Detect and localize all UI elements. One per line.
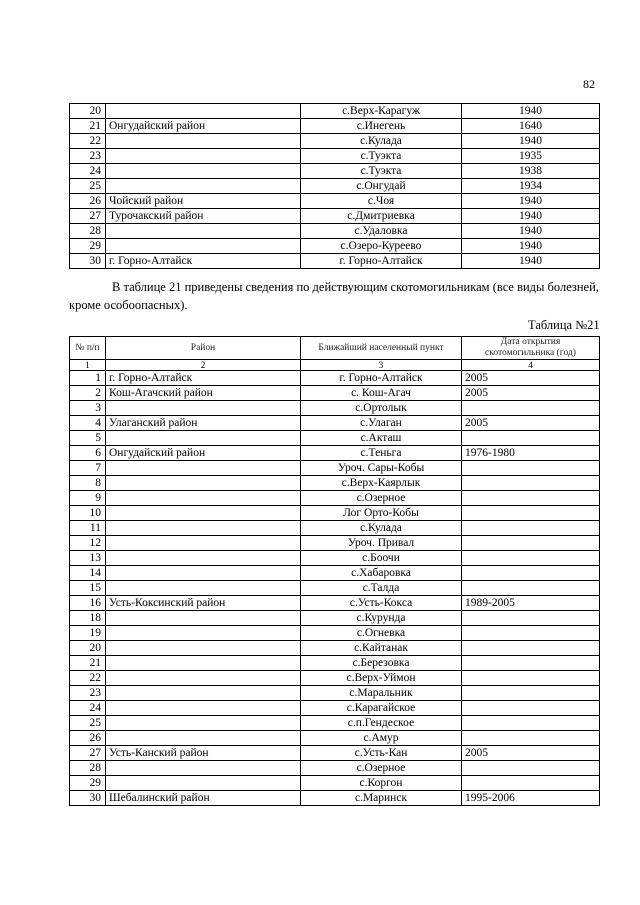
row-number: 26 — [70, 731, 106, 746]
district-cell: г. Горно-Алтайск — [106, 371, 301, 386]
year-cell — [462, 611, 600, 626]
table-row — [70, 416, 600, 431]
district-cell — [106, 641, 301, 656]
row-number: 30 — [70, 254, 106, 269]
year-cell — [462, 686, 600, 701]
year-cell: 1935 — [462, 149, 600, 164]
page-number: 82 — [583, 77, 595, 91]
district-cell — [106, 431, 301, 446]
row-number: 6 — [70, 446, 106, 461]
header-open-date: Дата открытия скотомогильника (год) — [462, 337, 600, 360]
district-cell: Кош-Агачский район — [106, 386, 301, 401]
row-number: 21 — [70, 656, 106, 671]
year-cell — [462, 656, 600, 671]
district-cell — [106, 461, 301, 476]
district-cell — [106, 626, 301, 641]
index-cell: 4 — [462, 360, 600, 371]
settlement-cell: с.Туэкта — [301, 164, 462, 179]
row-number: 19 — [70, 626, 106, 641]
table-row — [70, 491, 600, 506]
year-cell — [462, 431, 600, 446]
table1-body — [70, 104, 600, 269]
settlement-cell: с.Дмитриевка — [301, 209, 462, 224]
district-cell — [106, 671, 301, 686]
district-cell: Онгудайский район — [106, 119, 301, 134]
year-cell: 1989-2005 — [462, 596, 600, 611]
settlement-cell: с.Теньга — [301, 446, 462, 461]
row-number: 20 — [70, 104, 106, 119]
row-number: 15 — [70, 581, 106, 596]
table-row — [70, 371, 600, 386]
settlement-cell: с.Озерное — [301, 491, 462, 506]
district-cell — [106, 656, 301, 671]
table2-header-row — [70, 337, 600, 360]
table-row — [70, 119, 600, 134]
table-row — [70, 686, 600, 701]
row-number: 28 — [70, 224, 106, 239]
table-old-burial-grounds — [69, 103, 600, 269]
row-number: 11 — [70, 521, 106, 536]
district-cell — [106, 506, 301, 521]
row-number: 5 — [70, 431, 106, 446]
year-cell: 1940 — [462, 134, 600, 149]
row-number: 24 — [70, 701, 106, 716]
district-cell — [106, 731, 301, 746]
settlement-cell: с.Верх-Карагуж — [301, 104, 462, 119]
district-cell — [106, 134, 301, 149]
year-cell: 1940 — [462, 239, 600, 254]
row-number: 22 — [70, 671, 106, 686]
settlement-cell: с.Кайтанак — [301, 641, 462, 656]
table-row — [70, 179, 600, 194]
row-number: 10 — [70, 506, 106, 521]
district-cell — [106, 104, 301, 119]
row-number: 9 — [70, 491, 106, 506]
table2-index-row — [70, 360, 600, 371]
year-cell: 1995-2006 — [462, 791, 600, 806]
district-cell — [106, 179, 301, 194]
table-row — [70, 536, 600, 551]
table-row — [70, 476, 600, 491]
district-cell: Шебалинский район — [106, 791, 301, 806]
year-cell — [462, 401, 600, 416]
settlement-cell: с.Карагайское — [301, 701, 462, 716]
row-number: 27 — [70, 746, 106, 761]
year-cell — [462, 626, 600, 641]
table-caption: Таблица №21 — [528, 318, 600, 332]
row-number: 30 — [70, 791, 106, 806]
table-row — [70, 254, 600, 269]
table-row — [70, 776, 600, 791]
table-row — [70, 791, 600, 806]
table-row — [70, 716, 600, 731]
row-number: 25 — [70, 179, 106, 194]
district-cell — [106, 521, 301, 536]
settlement-cell: с.Онгудай — [301, 179, 462, 194]
year-cell: 1976-1980 — [462, 446, 600, 461]
district-cell: Усть-Канский район — [106, 746, 301, 761]
table-row — [70, 461, 600, 476]
district-cell — [106, 401, 301, 416]
year-cell: 2005 — [462, 416, 600, 431]
year-cell: 1940 — [462, 209, 600, 224]
settlement-cell: с.Озерное — [301, 761, 462, 776]
district-cell: Онгудайский район — [106, 446, 301, 461]
header-settlement: Ближайший населенный пункт — [301, 337, 462, 360]
district-cell — [106, 701, 301, 716]
table-row — [70, 761, 600, 776]
row-number: 21 — [70, 119, 106, 134]
table-row — [70, 431, 600, 446]
row-number: 2 — [70, 386, 106, 401]
district-cell — [106, 566, 301, 581]
table-row — [70, 386, 600, 401]
table-row — [70, 134, 600, 149]
table-row — [70, 224, 600, 239]
row-number: 16 — [70, 596, 106, 611]
settlement-cell: Уроч. Привал — [301, 536, 462, 551]
settlement-cell: с.Амур — [301, 731, 462, 746]
table-row — [70, 566, 600, 581]
table-row — [70, 521, 600, 536]
table-row — [70, 446, 600, 461]
district-cell — [106, 224, 301, 239]
year-cell — [462, 776, 600, 791]
district-cell — [106, 491, 301, 506]
row-number: 23 — [70, 149, 106, 164]
table-row — [70, 701, 600, 716]
row-number: 26 — [70, 194, 106, 209]
table-row — [70, 626, 600, 641]
settlement-cell: с.п.Гендеское — [301, 716, 462, 731]
row-number: 23 — [70, 686, 106, 701]
settlement-cell: с.Ортолык — [301, 401, 462, 416]
row-number: 24 — [70, 164, 106, 179]
year-cell — [462, 641, 600, 656]
settlement-cell: с.Хабаровка — [301, 566, 462, 581]
year-cell: 1938 — [462, 164, 600, 179]
header-number: № п/п — [70, 337, 106, 360]
district-cell — [106, 776, 301, 791]
settlement-cell: с.Кулада — [301, 134, 462, 149]
index-cell: 3 — [301, 360, 462, 371]
settlement-cell: с.Туэкта — [301, 149, 462, 164]
district-cell: Усть-Коксинский район — [106, 596, 301, 611]
district-cell — [106, 581, 301, 596]
row-number: 8 — [70, 476, 106, 491]
year-cell — [462, 476, 600, 491]
settlement-cell: Лог Орто-Кобы — [301, 506, 462, 521]
year-cell — [462, 731, 600, 746]
settlement-cell: г. Горно-Алтайск — [301, 371, 462, 386]
year-cell — [462, 461, 600, 476]
row-number: 1 — [70, 371, 106, 386]
year-cell: 1934 — [462, 179, 600, 194]
table-active-burial-grounds — [69, 336, 600, 806]
settlement-cell: с.Удаловка — [301, 224, 462, 239]
row-number: 20 — [70, 641, 106, 656]
row-number: 29 — [70, 776, 106, 791]
district-cell — [106, 476, 301, 491]
district-cell — [106, 686, 301, 701]
table-row — [70, 401, 600, 416]
district-cell — [106, 536, 301, 551]
year-cell — [462, 671, 600, 686]
row-number: 3 — [70, 401, 106, 416]
district-cell — [106, 611, 301, 626]
settlement-cell: с.Курунда — [301, 611, 462, 626]
index-cell: 2 — [106, 360, 301, 371]
row-number: 7 — [70, 461, 106, 476]
table-row — [70, 239, 600, 254]
settlement-cell: с.Верх-Каярлык — [301, 476, 462, 491]
district-cell: Чойский район — [106, 194, 301, 209]
settlement-cell: с.Кулада — [301, 521, 462, 536]
table-row — [70, 506, 600, 521]
year-cell — [462, 701, 600, 716]
settlement-cell: с.Огневка — [301, 626, 462, 641]
year-cell: 1940 — [462, 194, 600, 209]
table-row — [70, 104, 600, 119]
year-cell — [462, 491, 600, 506]
table-row — [70, 611, 600, 626]
district-cell — [106, 551, 301, 566]
district-cell — [106, 239, 301, 254]
district-cell: Турочакский район — [106, 209, 301, 224]
year-cell: 2005 — [462, 371, 600, 386]
settlement-cell: г. Горно-Алтайск — [301, 254, 462, 269]
table-row — [70, 581, 600, 596]
row-number: 12 — [70, 536, 106, 551]
year-cell — [462, 761, 600, 776]
row-number: 22 — [70, 134, 106, 149]
table-row — [70, 746, 600, 761]
district-cell: г. Горно-Алтайск — [106, 254, 301, 269]
row-number: 28 — [70, 761, 106, 776]
settlement-cell: с. Кош-Агач — [301, 386, 462, 401]
header-district: Район — [106, 337, 301, 360]
year-cell: 2005 — [462, 386, 600, 401]
settlement-cell: с.Маринск — [301, 791, 462, 806]
settlement-cell: с.Чоя — [301, 194, 462, 209]
table-row — [70, 194, 600, 209]
table-row — [70, 671, 600, 686]
row-number: 18 — [70, 611, 106, 626]
settlement-cell: с.Верх-Уймон — [301, 671, 462, 686]
settlement-cell: с.Боочи — [301, 551, 462, 566]
year-cell — [462, 506, 600, 521]
row-number: 27 — [70, 209, 106, 224]
district-cell — [106, 716, 301, 731]
settlement-cell: с.Инегень — [301, 119, 462, 134]
intro-paragraph: В таблице 21 приведены сведения по действующим скотомогильникам (все виды болезней, кроме особоопасных). — [69, 280, 599, 312]
year-cell — [462, 551, 600, 566]
settlement-cell: с.Коргон — [301, 776, 462, 791]
table-row — [70, 209, 600, 224]
table-row — [70, 164, 600, 179]
settlement-cell: с.Акташ — [301, 431, 462, 446]
year-cell — [462, 566, 600, 581]
district-cell — [106, 149, 301, 164]
settlement-cell: с.Озеро-Куреево — [301, 239, 462, 254]
row-number: 13 — [70, 551, 106, 566]
district-cell — [106, 761, 301, 776]
year-cell — [462, 581, 600, 596]
row-number: 14 — [70, 566, 106, 581]
settlement-cell: Уроч. Сары-Кобы — [301, 461, 462, 476]
settlement-cell: с.Усть-Кокса — [301, 596, 462, 611]
year-cell — [462, 521, 600, 536]
settlement-cell: с.Маральник — [301, 686, 462, 701]
table-row — [70, 149, 600, 164]
settlement-cell: с.Улаган — [301, 416, 462, 431]
row-number: 25 — [70, 716, 106, 731]
year-cell: 2005 — [462, 746, 600, 761]
table-row — [70, 551, 600, 566]
year-cell: 1640 — [462, 119, 600, 134]
table2-body — [70, 371, 600, 806]
table-row — [70, 641, 600, 656]
table-row — [70, 656, 600, 671]
row-number: 29 — [70, 239, 106, 254]
settlement-cell: с.Усть-Кан — [301, 746, 462, 761]
index-cell: 1 — [70, 360, 106, 371]
year-cell — [462, 716, 600, 731]
settlement-cell: с.Талда — [301, 581, 462, 596]
table-row — [70, 596, 600, 611]
district-cell — [106, 164, 301, 179]
district-cell: Улаганский район — [106, 416, 301, 431]
table-row — [70, 731, 600, 746]
year-cell — [462, 536, 600, 551]
year-cell: 1940 — [462, 254, 600, 269]
year-cell: 1940 — [462, 224, 600, 239]
settlement-cell: с.Березовка — [301, 656, 462, 671]
year-cell: 1940 — [462, 104, 600, 119]
row-number: 4 — [70, 416, 106, 431]
